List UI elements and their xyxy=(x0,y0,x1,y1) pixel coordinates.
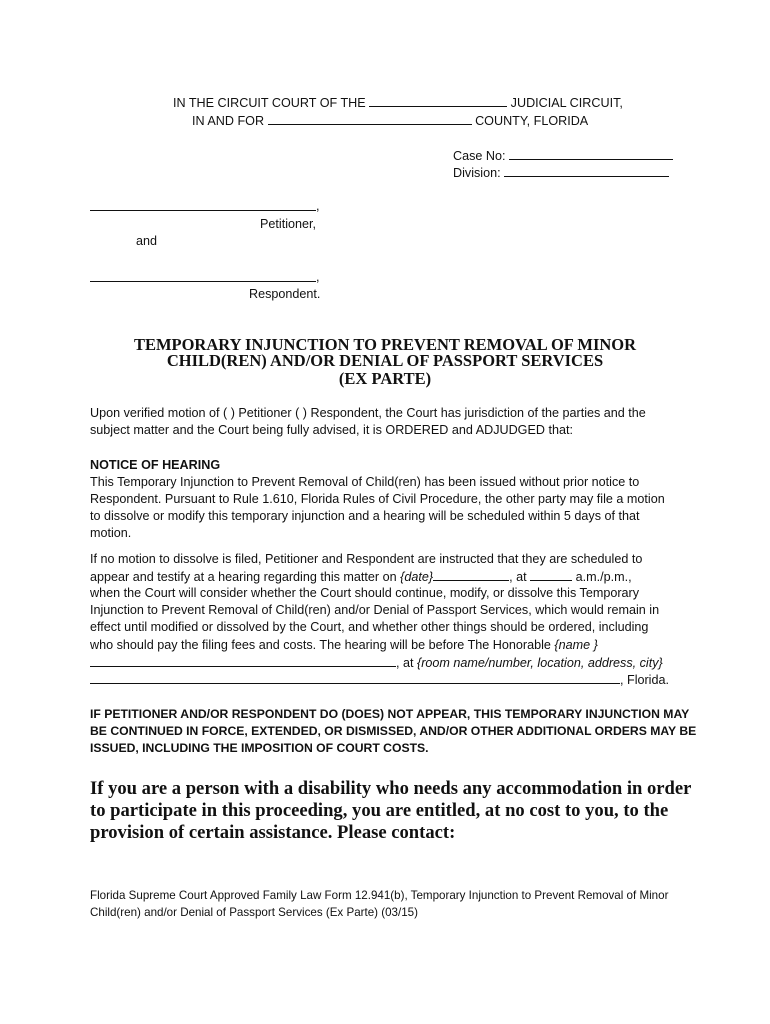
hearing-line7 xyxy=(90,654,663,672)
hearing-line6 xyxy=(90,637,598,654)
notice-line3: to dissolve or modify this temporary injunction and a hearing will be scheduled within 5 days of that xyxy=(90,509,640,523)
notice-line4: motion. xyxy=(90,526,132,540)
form-title-line1: TEMPORARY INJUNCTION TO PREVENT REMOVAL OF MINOR xyxy=(133,335,637,354)
division-row xyxy=(453,164,669,182)
hearing-line6-text: who should pay the filing fees and costs. The hearing will be before The Honorable xyxy=(90,638,551,652)
form-title-line2: CHILD(REN) AND/OR DENIAL OF PASSPORT SERVICES xyxy=(166,351,604,370)
petitioner-label: Petitioner, xyxy=(260,217,317,231)
case-no-row xyxy=(453,147,673,165)
florida-label: , Florida. xyxy=(620,673,669,687)
at-label: , at xyxy=(509,570,527,584)
court-header-line1 xyxy=(173,94,623,112)
respondent-label: Respondent. xyxy=(249,287,321,301)
hearing-line5: effect until modified or dissolved by the Court, and whether other things should be ordered, including xyxy=(90,620,649,634)
hearing-line4: Injunction to Prevent Removal of Child(ren) and/or Denial of Passport Services, which would remain in xyxy=(90,603,660,617)
hearing-line8 xyxy=(90,671,669,689)
circuit-blank[interactable] xyxy=(369,94,507,107)
notice-line2: Respondent. Pursuant to Rule 1.610, Florida Rules of Civil Procedure, the other party may file a motion xyxy=(90,492,665,506)
respondent-comma: , xyxy=(316,270,320,284)
name-placeholder: {name } xyxy=(554,638,598,652)
judge-name-field[interactable] xyxy=(90,654,396,667)
court-header-line2 xyxy=(192,112,588,130)
room-placeholder: {room name/number, location, address, city} xyxy=(417,656,663,670)
hearing-time-field[interactable] xyxy=(530,568,572,581)
footer-line1: Florida Supreme Court Approved Family Law Form 12.941(b), Temporary Injunction to Prevent Removal of Minor xyxy=(90,889,669,902)
hearing-date-field[interactable] xyxy=(433,568,509,581)
disability-line1: If you are a person with a disability who needs any accommodation in order xyxy=(90,778,692,799)
warning-line2: BE CONTINUED IN FORCE, EXTENDED, OR DISMISSED, AND/OR OTHER ADDITIONAL ORDERS MAY BE xyxy=(90,724,697,738)
division-label: Division: xyxy=(453,166,501,180)
hearing-line3: when the Court will consider whether the Court should continue, modify, or dissolve this Temporary xyxy=(90,586,640,600)
case-no-label: Case No: xyxy=(453,149,506,163)
location-field[interactable] xyxy=(90,671,620,684)
intro-line1: Upon verified motion of ( ) Petitioner ( ) Respondent, the Court has jurisdiction of the parties and the xyxy=(90,406,646,420)
warning-line3: ISSUED, INCLUDING THE IMPOSITION OF COURT COSTS. xyxy=(90,741,429,755)
warning-line1: IF PETITIONER AND/OR RESPONDENT DO (DOES) NOT APPEAR, THIS TEMPORARY INJUNCTION MAY xyxy=(90,707,690,721)
disability-line2: to participate in this proceeding, you are entitled, at no cost to you, to the xyxy=(90,800,669,821)
county-florida-label: COUNTY, FLORIDA xyxy=(475,114,589,128)
footer-line2: Child(ren) and/or Denial of Passport Services (Ex Parte) (03/15) xyxy=(90,906,418,919)
petitioner-comma: , xyxy=(316,199,320,213)
case-no-field[interactable] xyxy=(509,147,673,160)
county-blank[interactable] xyxy=(268,112,472,125)
hearing-line2 xyxy=(90,568,632,586)
notice-heading: NOTICE OF HEARING xyxy=(90,458,221,472)
form-title-line3: (EX PARTE) xyxy=(338,369,432,388)
hearing-line1: If no motion to dissolve is filed, Petitioner and Respondent are instructed that they are scheduled to xyxy=(90,552,643,566)
in-and-for-label: IN AND FOR xyxy=(192,114,265,128)
circuit-court-label: IN THE CIRCUIT COURT OF THE xyxy=(173,96,366,110)
division-field[interactable] xyxy=(504,164,669,177)
judicial-circuit-label: JUDICIAL CIRCUIT, xyxy=(510,96,623,110)
at-label-2: , at xyxy=(396,656,414,670)
hearing-line2-text: appear and testify at a hearing regarding this matter on xyxy=(90,570,397,584)
disability-line3: provision of certain assistance. Please contact: xyxy=(90,822,456,843)
intro-line2: subject matter and the Court being fully advised, it is ORDERED and ADJUDGED that: xyxy=(90,423,573,437)
date-placeholder: {date} xyxy=(400,570,434,584)
respondent-name-line[interactable] xyxy=(90,281,316,282)
petitioner-name-line[interactable] xyxy=(90,210,316,211)
notice-line1: This Temporary Injunction to Prevent Removal of Child(ren) has been issued without prior notice to xyxy=(90,475,640,489)
and-label: and xyxy=(136,234,158,248)
ampm-label: a.m./p.m., xyxy=(575,570,632,584)
